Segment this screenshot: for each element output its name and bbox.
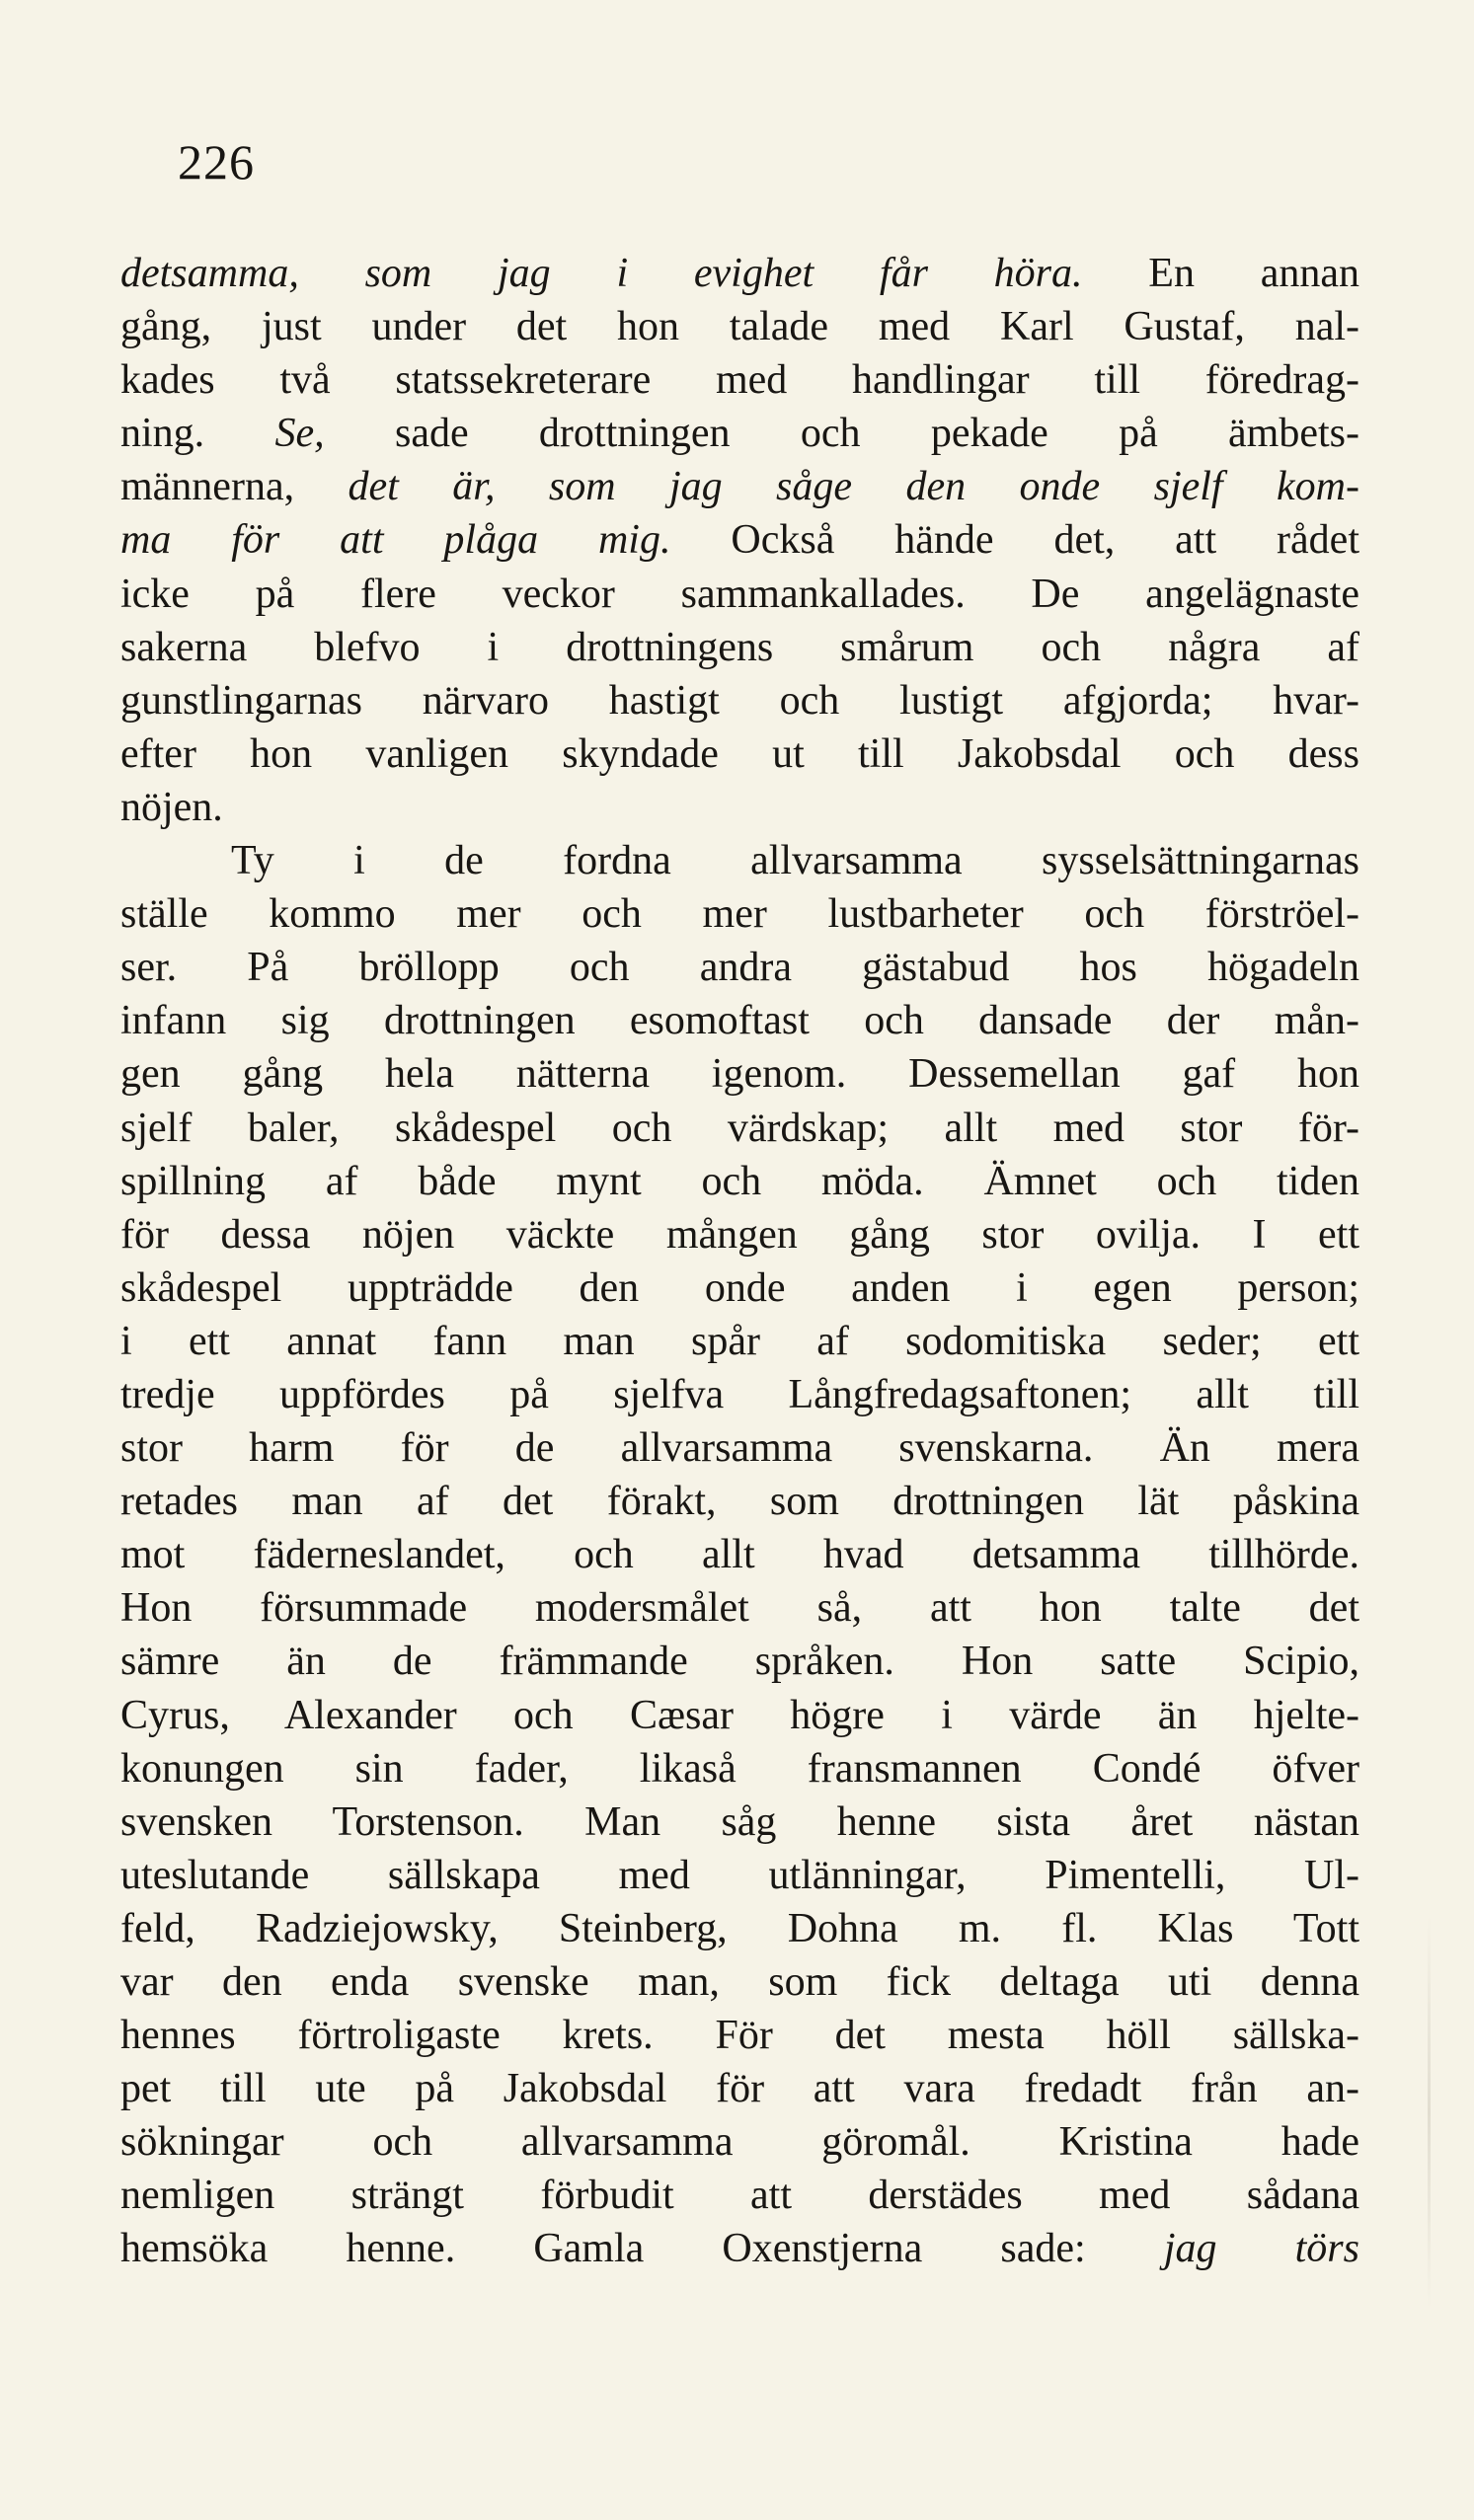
text-run: En annan (1082, 251, 1359, 296)
text-run: Cyrus, Alexander och Cæsar högre i värde än hjelte- (120, 1692, 1359, 1738)
text-run: sjelf baler, skådespel och värdskap; allt med stor för- (120, 1105, 1359, 1151)
text-line (120, 1849, 1359, 1902)
text-run: mot fäderneslandet, och allt hvad detsamma tillhörde. (120, 1532, 1359, 1578)
text-run: uteslutande sällskapa med utlänningar, Pimentelli, Ul- (120, 1852, 1359, 1898)
page-edge-shadow (1428, 1915, 1431, 2310)
text-line (120, 1742, 1359, 1795)
italic-text: Se, (274, 411, 325, 457)
text-line (120, 2115, 1359, 2169)
text-line (120, 2169, 1359, 2222)
text-line (120, 1955, 1359, 2009)
text-run: Ty i de fordna allvarsamma sysselsättningarnas (231, 838, 1359, 884)
text-run: sade drottningen och pekade på ämbets- (324, 411, 1359, 457)
text-run: gång, just under det hon talade med Karl Gustaf, nal- (120, 304, 1359, 350)
text-run: pet till ute på Jakobsdal för att vara fredadt från an- (120, 2066, 1359, 2112)
text-run: sakerna blefvo i drottningens smårum och några af (120, 624, 1359, 670)
text-line (120, 1902, 1359, 1955)
text-run: retades man af det förakt, som drottningen lät påskina (120, 1479, 1359, 1525)
italic-text: jag törs (1163, 2226, 1359, 2272)
text-line (120, 2009, 1359, 2062)
text-run: spillning af både mynt och möda. Ämnet och tiden (120, 1158, 1359, 1204)
text-line (120, 674, 1359, 727)
text-run: var den enda svenske man, som fick deltaga uti denna (120, 1959, 1359, 2005)
text-line (120, 1155, 1359, 1208)
text-line (120, 1689, 1359, 1742)
text-run: konungen sin fader, likaså fransmannen Condé öfver (120, 1745, 1359, 1792)
text-line (120, 1047, 1359, 1101)
text-line (120, 407, 1359, 460)
text-run: tredje uppfördes på sjelfva Långfredagsaftonen; allt till (120, 1371, 1359, 1417)
body-text (120, 247, 1359, 2276)
text-line (120, 2062, 1359, 2115)
text-run: svensken Torstenson. Man såg henne sista året nästan (120, 1798, 1359, 1845)
text-run: för dessa nöjen väckte mången gång stor ovilja. I ett (120, 1211, 1359, 1258)
text-run: skådespel uppträdde den onde anden i egen person; (120, 1264, 1359, 1311)
text-line (120, 1475, 1359, 1528)
text-line (120, 300, 1359, 353)
text-line (120, 1581, 1359, 1635)
text-run: gunstlingarnas närvaro hastigt och lustigt afgjorda; hvar- (120, 677, 1359, 724)
text-run: ställe kommo mer och mer lustbarheter och förströel- (120, 891, 1359, 938)
text-line (120, 1208, 1359, 1261)
text-line (120, 2222, 1359, 2275)
text-run: gen gång hela nätterna igenom. Dessemellan gaf hon (120, 1051, 1359, 1098)
text-run: Hon försummade modersmålet så, att hon talte det (120, 1585, 1359, 1632)
text-line (120, 1795, 1359, 1849)
italic-text: det är, som jag såge den onde sjelf kom- (348, 464, 1359, 510)
text-run: hemsöka henne. Gamla Oxenstjerna sade: (120, 2226, 1164, 2272)
text-line (120, 887, 1359, 941)
text-line (120, 727, 1359, 781)
text-run: kades två statssekreterare med handlingar till föredrag- (120, 357, 1359, 404)
text-line (120, 247, 1359, 300)
text-run: infann sig drottningen esomoftast och dansade der mån- (120, 998, 1359, 1044)
text-run: icke på flere veckor sammankallades. De angelägnaste (120, 571, 1359, 617)
text-line (120, 1421, 1359, 1475)
text-line (120, 1368, 1359, 1421)
text-run: ning. (120, 411, 275, 457)
text-run: nöjen. (120, 784, 223, 830)
text-line (120, 621, 1359, 674)
text-line (120, 1261, 1359, 1315)
text-run: Också hände det, att rådet (670, 517, 1359, 564)
text-run: stor harm för de allvarsamma svenskarna. Än mera (120, 1425, 1359, 1472)
text-line (120, 1528, 1359, 1581)
text-line (120, 1635, 1359, 1688)
italic-text: detsamma, som jag i evighet får höra. (120, 251, 1083, 296)
text-line (120, 568, 1359, 621)
page-number: 226 (178, 134, 255, 190)
text-run: nemligen strängt förbudit att derstädes med sådana (120, 2173, 1359, 2219)
text-run: ser. På bröllopp och andra gästabud hos högadeln (120, 945, 1359, 991)
text-line (120, 1102, 1359, 1155)
text-run: sökningar och allvarsamma göromål. Kristina hade (120, 2119, 1359, 2166)
text-line (120, 834, 1359, 887)
text-line (120, 460, 1359, 513)
text-line (120, 781, 1359, 834)
text-line (120, 1315, 1359, 1368)
text-line (120, 353, 1359, 407)
text-line (120, 994, 1359, 1047)
text-run: i ett annat fann man spår af sodomitiska seder; ett (120, 1318, 1359, 1364)
text-run: efter hon vanligen skyndade ut till Jakobsdal och dess (120, 730, 1359, 777)
text-line (120, 941, 1359, 994)
text-run: männerna, (120, 464, 349, 510)
text-run: hennes förtroligaste krets. För det mesta höll sällska- (120, 2013, 1359, 2059)
text-line (120, 513, 1359, 567)
italic-text: ma för att plåga mig. (120, 517, 671, 564)
text-run: feld, Radziejowsky, Steinberg, Dohna m. fl. Klas Tott (120, 1905, 1359, 1951)
text-run: sämre än de främmande språken. Hon satte Scipio, (120, 1639, 1359, 1685)
